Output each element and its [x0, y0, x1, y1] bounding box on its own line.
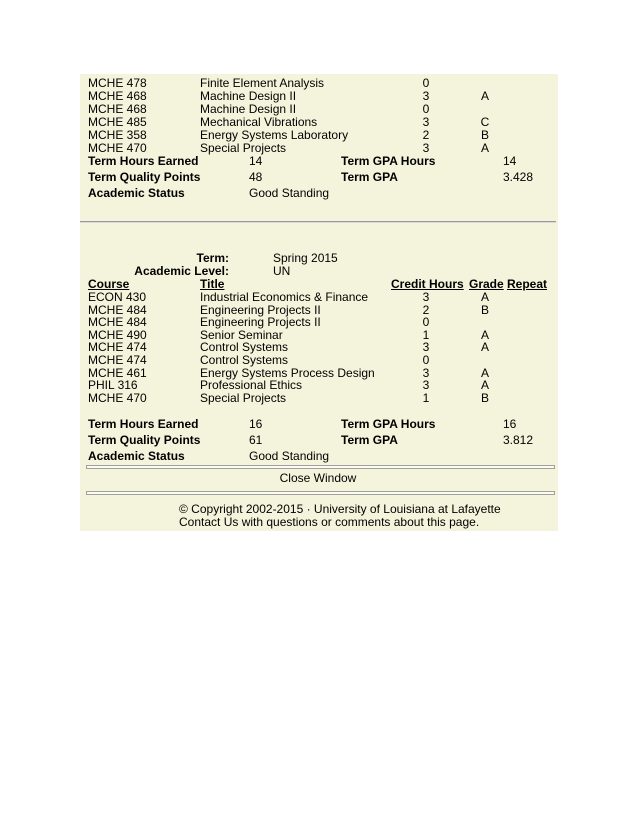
course-code: MCHE 461	[88, 365, 147, 380]
grade: A	[480, 340, 489, 355]
grade: A	[480, 290, 489, 304]
course-title: Machine Design II	[200, 89, 297, 103]
course-code: MCHE 470	[88, 141, 147, 155]
course-title: Engineering Projects II	[200, 302, 321, 317]
grade: A	[480, 365, 489, 380]
credit-hours: 3	[422, 340, 430, 355]
close-window-top-rule	[86, 465, 555, 469]
course-title: Control Systems	[200, 353, 289, 367]
course-title: Senior Seminar	[200, 327, 283, 342]
credit-hours: 1	[422, 327, 430, 342]
term1-gpa-label: Term GPA	[341, 170, 398, 184]
course-title: Control Systems	[200, 340, 289, 355]
column-header-course: Course	[88, 277, 130, 291]
term1-hours-earned-label: Term Hours Earned	[88, 154, 199, 168]
credit-hours: 1	[422, 390, 430, 405]
course-title: Energy Systems Laboratory	[200, 128, 349, 142]
credit-hours: 0	[422, 102, 430, 116]
term1-gpa-hours-value: 14	[503, 154, 517, 168]
term-value: Spring 2015	[273, 251, 338, 265]
course-code: MCHE 468	[88, 89, 147, 103]
course-title: Machine Design II	[200, 102, 297, 116]
course-title: Special Projects	[200, 390, 287, 405]
grade: B	[480, 128, 489, 142]
course-code: ECON 430	[88, 290, 147, 304]
term1-quality-points-label: Term Quality Points	[88, 170, 201, 184]
course-title: Mechanical Vibrations	[200, 115, 318, 129]
credit-hours: 3	[422, 290, 430, 304]
academic-level-label: Academic Level:	[134, 264, 229, 278]
credit-hours: 2	[422, 128, 430, 142]
credit-hours: 0	[422, 353, 430, 367]
credit-hours: 0	[422, 315, 430, 330]
credit-hours: 2	[422, 302, 430, 317]
credit-hours: 3	[422, 365, 430, 380]
term2-gpa-value: 3.812	[503, 433, 534, 447]
term2-gpa-hours-value: 16	[503, 417, 517, 431]
column-header-title: Title	[200, 277, 225, 291]
credit-hours: 0	[422, 76, 430, 90]
column-header-repeat: Repeat	[507, 277, 548, 291]
term1-status-value: Good Standing	[249, 186, 330, 200]
term2-hours-earned-label: Term Hours Earned	[88, 417, 199, 431]
column-header-grade: Grade	[469, 277, 504, 291]
credit-hours: 3	[422, 378, 430, 393]
section-divider	[80, 221, 556, 223]
close-window-bottom-rule	[86, 491, 555, 495]
course-code: MCHE 358	[88, 128, 147, 142]
term1-hours-earned-value: 14	[249, 154, 263, 168]
term2-gpa-hours-label: Term GPA Hours	[341, 417, 436, 431]
academic-level-value: UN	[273, 264, 291, 278]
grade: B	[480, 302, 489, 317]
term2-status-value: Good Standing	[249, 449, 330, 463]
course-code: MCHE 470	[88, 390, 147, 405]
course-code: MCHE 485	[88, 115, 147, 129]
course-title: Energy Systems Process Design	[200, 365, 375, 380]
term2-status-label: Academic Status	[88, 449, 185, 463]
term-label: Term:	[196, 251, 229, 265]
grade: C	[480, 115, 490, 129]
course-code: MCHE 484	[88, 315, 147, 330]
course-code: MCHE 484	[88, 302, 147, 317]
credit-hours: 3	[422, 141, 430, 155]
column-header-credit-hours: Credit Hours	[391, 277, 464, 291]
close-window-link[interactable]: Close Window	[279, 471, 357, 485]
course-code: MCHE 478	[88, 76, 147, 90]
course-title: Engineering Projects II	[200, 315, 321, 330]
term1-quality-points-value: 48	[249, 170, 263, 184]
grade: A	[480, 141, 489, 155]
course-code: MCHE 474	[88, 340, 147, 355]
credit-hours: 3	[422, 115, 430, 129]
grade: A	[480, 378, 489, 393]
term1-gpa-value: 3.428	[503, 170, 534, 184]
course-code: MCHE 468	[88, 102, 147, 116]
term2-gpa-label: Term GPA	[341, 433, 398, 447]
credit-hours: 3	[422, 89, 430, 103]
grade: A	[480, 327, 489, 342]
course-code: PHIL 316	[88, 378, 138, 393]
grade: A	[480, 89, 489, 103]
grade: B	[480, 390, 489, 405]
term1-gpa-hours-label: Term GPA Hours	[341, 154, 436, 168]
course-title: Industrial Economics & Finance	[200, 290, 369, 304]
course-code: MCHE 474	[88, 353, 147, 367]
term1-status-label: Academic Status	[88, 186, 185, 200]
footer-copyright: © Copyright 2002-2015 · University of Louisiana at Lafayette	[179, 502, 501, 516]
term2-hours-earned-value: 16	[249, 417, 263, 431]
course-title: Professional Ethics	[200, 378, 303, 393]
course-code: MCHE 490	[88, 327, 147, 342]
term2-quality-points-value: 61	[249, 433, 263, 447]
term2-quality-points-label: Term Quality Points	[88, 433, 201, 447]
footer-contact-link[interactable]: Contact Us with questions or comments about this page.	[179, 515, 480, 529]
course-title: Special Projects	[200, 141, 287, 155]
course-title: Finite Element Analysis	[200, 76, 325, 90]
